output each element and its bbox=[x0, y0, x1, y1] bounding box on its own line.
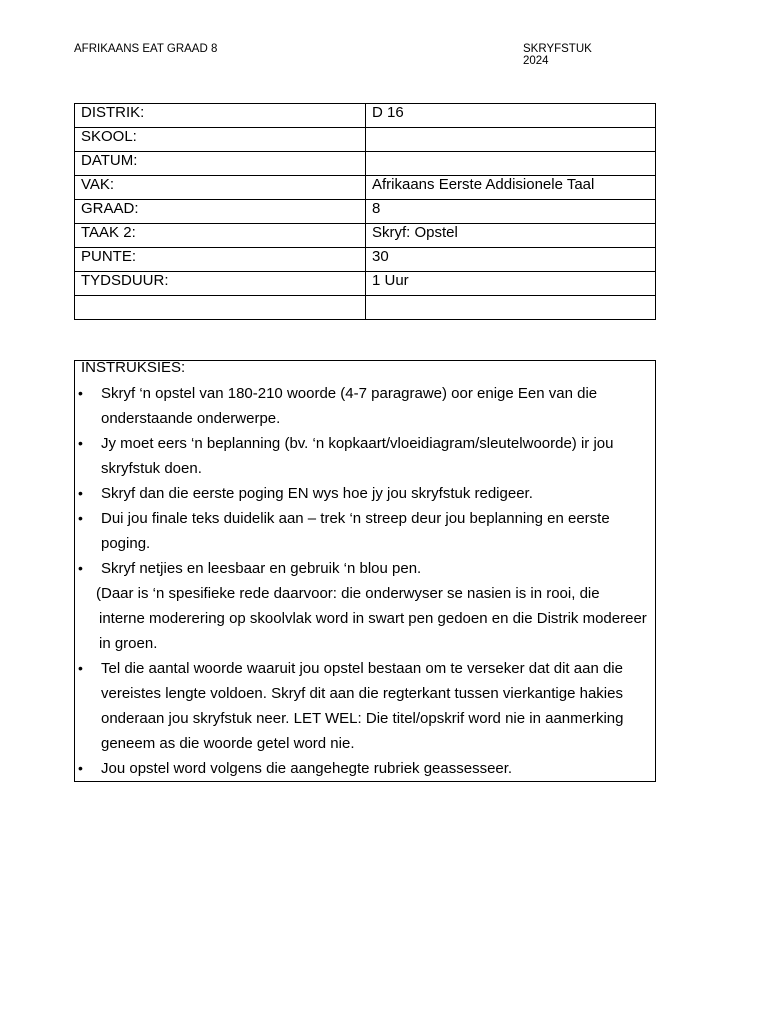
bullet-icon: • bbox=[78, 560, 83, 576]
instruction-text: Skryf dan die eerste poging EN wys hoe jy jou skryfstuk redigeer. bbox=[101, 485, 533, 502]
bullet-icon: • bbox=[78, 510, 83, 526]
value-empty bbox=[366, 296, 656, 320]
instructions-list bbox=[75, 381, 649, 781]
label-punte: PUNTE: bbox=[75, 248, 366, 272]
list-item bbox=[75, 481, 649, 506]
instruction-text: Jy moet eers ‘n beplanning (bv. ‘n kopkaart/vloeidiagram/sleutelwoorde) ir jou skryfstuk doen. bbox=[101, 435, 614, 477]
instruction-text: Tel die aantal woorde waaruit jou opstel bestaan om te verseker dat dit aan die vereistes lengte voldoen. Skryf dit aan die regterkant tussen vierkantige hakies onderaan jou skryfstuk neer. LET WEL: Die titel/opskrif word nie in aanmerking geneem as die woorde getel word nie. bbox=[101, 660, 624, 752]
instructions-box bbox=[74, 360, 656, 782]
table-row bbox=[75, 104, 656, 128]
label-distrik: DISTRIK: bbox=[75, 104, 366, 128]
instruction-text: Jou opstel word volgens die aangehegte rubriek geassesseer. bbox=[101, 760, 513, 777]
table-row bbox=[75, 128, 656, 152]
value-taak: Skryf: Opstel bbox=[366, 224, 656, 248]
label-vak: VAK: bbox=[75, 176, 366, 200]
bullet-icon: • bbox=[78, 435, 83, 451]
label-tydsduur: TYDSDUUR: bbox=[75, 272, 366, 296]
value-distrik: D 16 bbox=[366, 104, 656, 128]
list-item bbox=[75, 381, 649, 431]
value-punte: 30 bbox=[366, 248, 656, 272]
table-row bbox=[75, 248, 656, 272]
table-row bbox=[75, 176, 656, 200]
label-empty bbox=[75, 296, 366, 320]
list-item bbox=[75, 756, 649, 781]
instruction-text: Dui jou finale teks duidelik aan – trek ‘n streep deur jou beplanning en eerste poging. bbox=[101, 510, 610, 552]
value-tydsduur: 1 Uur bbox=[366, 272, 656, 296]
table-row bbox=[75, 224, 656, 248]
value-vak: Afrikaans Eerste Addisionele Taal bbox=[366, 176, 656, 200]
table-row bbox=[75, 200, 656, 224]
table-row bbox=[75, 152, 656, 176]
instruction-text: Skryf netjies en leesbaar en gebruik ‘n blou pen. bbox=[101, 560, 422, 577]
list-item bbox=[75, 506, 649, 556]
table-row bbox=[75, 296, 656, 320]
list-item bbox=[75, 431, 649, 481]
label-graad: GRAAD: bbox=[75, 200, 366, 224]
value-graad: 8 bbox=[366, 200, 656, 224]
label-taak: TAAK 2: bbox=[75, 224, 366, 248]
value-datum bbox=[366, 152, 656, 176]
list-item bbox=[75, 656, 649, 756]
instructions-title: INSTRUKSIES: bbox=[81, 359, 186, 376]
header-task-year: SKRYFSTUK 2024 bbox=[523, 43, 592, 67]
instruction-text: Skryf ‘n opstel van 180-210 woorde (4-7 paragrawe) oor enige Een van die onderstaande onderwerpe. bbox=[101, 385, 598, 427]
table-row bbox=[75, 272, 656, 296]
bullet-icon: • bbox=[78, 385, 83, 401]
instruction-note: (Daar is ‘n spesifieke rede daarvoor: die onderwyser se nasien is in rooi, die interne moderering op skoolvlak word in swart pen gedoen en die Distrik modereer in groen. bbox=[96, 585, 647, 652]
header-subject-grade: AFRIKAANS EAT GRAAD 8 bbox=[74, 43, 218, 55]
value-skool bbox=[366, 128, 656, 152]
page-header bbox=[74, 43, 620, 67]
label-datum: DATUM: bbox=[75, 152, 366, 176]
bullet-icon: • bbox=[78, 485, 83, 501]
bullet-icon: • bbox=[78, 760, 83, 776]
label-skool: SKOOL: bbox=[75, 128, 366, 152]
list-item bbox=[75, 556, 649, 581]
bullet-icon: • bbox=[78, 660, 83, 676]
info-table bbox=[74, 103, 656, 320]
